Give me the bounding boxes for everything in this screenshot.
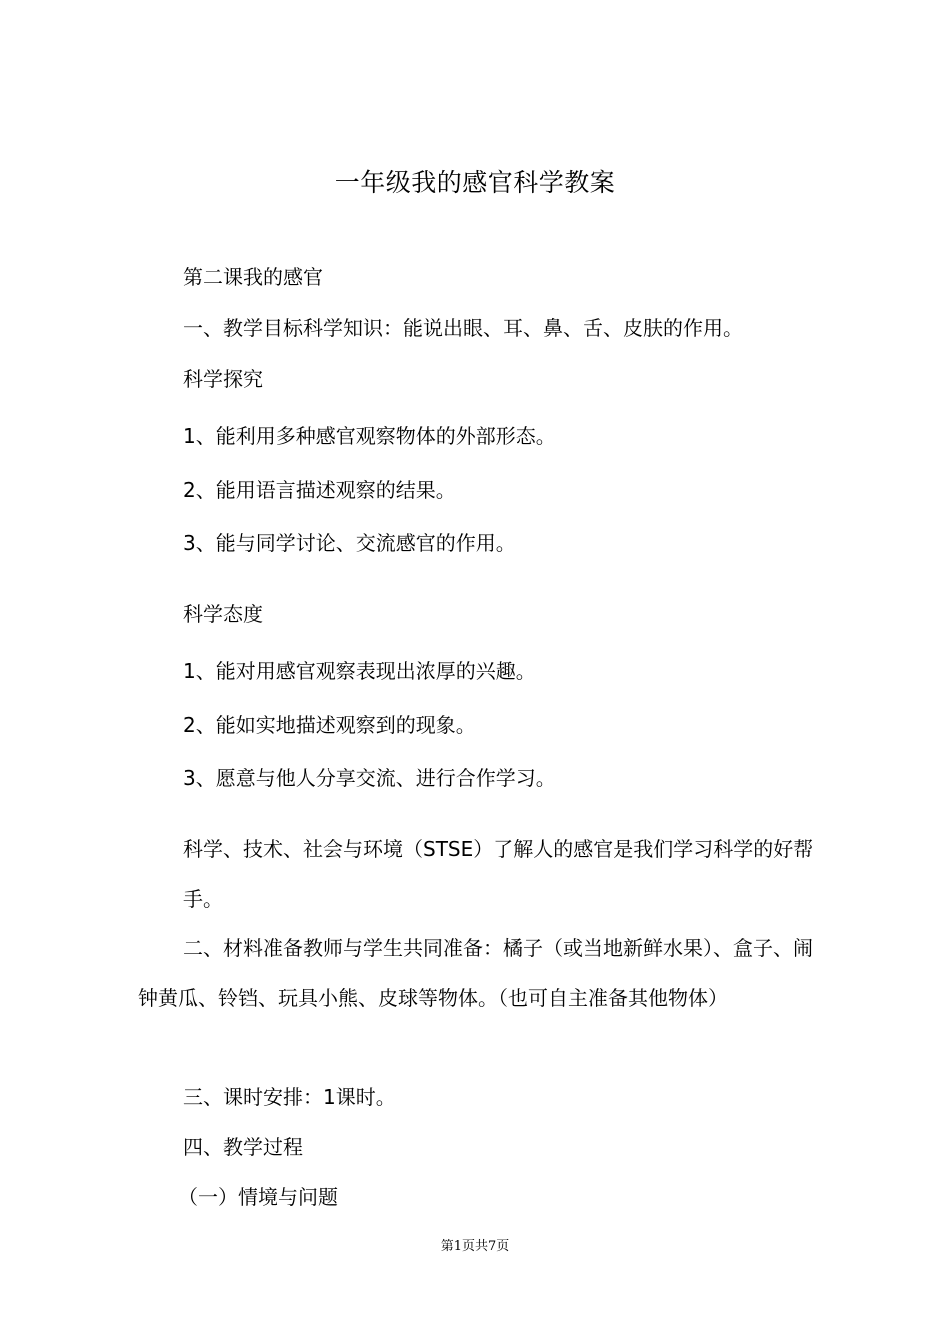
stse-paragraph: 科学、技术、社会与环境（STSE）了解人的感官是我们学习科学的好帮手。: [183, 837, 814, 911]
attitude-heading: 科学态度: [183, 602, 263, 626]
situation-heading: （一）情境与问题: [178, 1185, 338, 1209]
inquiry-heading: 科学探究: [183, 367, 263, 391]
process-heading: 四、教学过程: [183, 1135, 303, 1159]
attitude-item-3: 3、愿意与他人分享交流、进行合作学习。: [183, 766, 556, 790]
page-indicator: 第1页共7页: [440, 1239, 510, 1254]
schedule-line: 三、课时安排：1课时。: [183, 1085, 396, 1109]
inquiry-item-3: 3、能与同学讨论、交流感官的作用。: [183, 531, 516, 555]
inquiry-item-2: 2、能用语言描述观察的结果。: [183, 478, 456, 502]
document-title: 一年级我的感官科学教案: [334, 168, 616, 197]
inquiry-item-1: 1、能利用多种感官观察物体的外部形态。: [183, 424, 556, 448]
attitude-item-1: 1、能对用感官观察表现出浓厚的兴趣。: [183, 659, 536, 683]
attitude-item-2: 2、能如实地描述观察到的现象。: [183, 713, 476, 737]
materials-paragraph: 二、材料准备教师与学生共同准备：橘子（或当地新鲜水果）、盒子、闹钟黄瓜、铃铛、玩具小熊、皮球等物体。（也可自主准备其他物体）: [138, 936, 813, 1010]
lesson-heading: 第二课我的感官: [183, 265, 323, 289]
teaching-goal-line: 一、教学目标科学知识：能说出眼、耳、鼻、舌、皮肤的作用。: [183, 316, 743, 340]
